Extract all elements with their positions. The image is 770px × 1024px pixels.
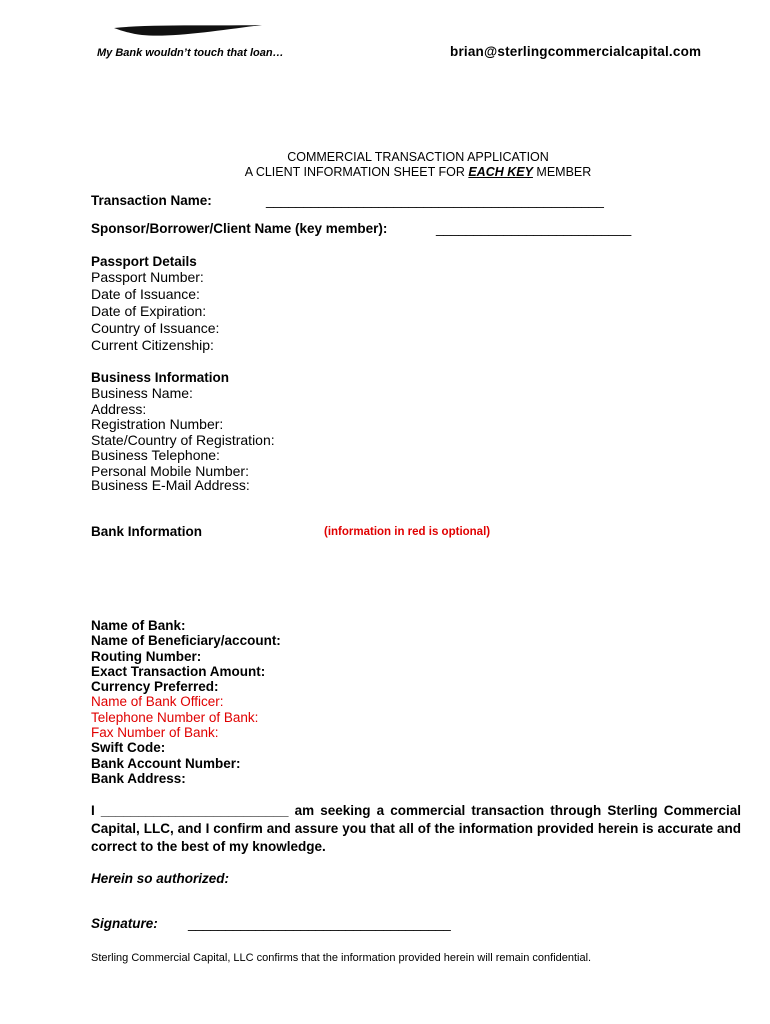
sponsor-name-label: Sponsor/Borrower/Client Name (key member): — [91, 221, 388, 236]
business-list — [91, 386, 275, 494]
bank-officer-label: Name of Bank Officer: — [91, 694, 224, 710]
state-country-registration-label: State/Country of Registration: — [91, 431, 275, 448]
personal-mobile-label: Personal Mobile Number: — [91, 462, 249, 479]
business-address-label: Address: — [91, 400, 147, 417]
date-of-issuance-label: Date of Issuance: — [91, 286, 200, 302]
contact-email[interactable]: brian@sterlingcommercialcapital.com — [450, 44, 702, 59]
currency-label: Currency Preferred: — [91, 679, 219, 695]
bank-name-label: Name of Bank: — [91, 618, 186, 633]
business-name-label: Business Name: — [91, 385, 193, 401]
passport-list — [91, 269, 219, 354]
logo-swoosh-graphic — [112, 22, 264, 42]
declaration-text: I _________________________ am seeking a commercial transaction through Sterling Commercial Capital, LLC, and I confirm and assure you that all of the information provided herein is accurate and correct to the best of my knowledge. — [91, 803, 741, 854]
signature-field[interactable]: ___________________________________ — [188, 916, 451, 931]
passport-heading: Passport Details — [91, 254, 197, 269]
bank-address-label: Bank Address: — [91, 770, 186, 786]
country-of-issuance-label: Country of Issuance: — [91, 320, 220, 336]
bank-heading: Bank Information — [91, 524, 203, 539]
transaction-name-label: Transaction Name: — [91, 193, 212, 208]
optional-note: (information in red is optional) — [324, 526, 491, 538]
authorization-label: Herein so authorized: — [91, 871, 230, 886]
subtitle-prefix: A CLIENT INFORMATION SHEET FOR — [244, 165, 469, 179]
bank-account-number-label: Bank Account Number: — [91, 755, 241, 771]
business-email-label: Business E-Mail Address: — [91, 476, 250, 493]
document-subtitle — [0, 165, 770, 179]
routing-number-label: Routing Number: — [91, 648, 202, 664]
bank-telephone-label: Telephone Number of Bank: — [91, 709, 259, 725]
transaction-name-field[interactable]: _____________________________________________ — [266, 193, 604, 208]
subtitle-suffix: MEMBER — [532, 165, 592, 179]
tagline: My Bank wouldn’t touch that loan… — [97, 47, 284, 59]
subtitle-emphasis: EACH KEY — [468, 165, 533, 179]
transaction-amount-label: Exact Transaction Amount: — [91, 663, 266, 679]
business-telephone-label: Business Telephone: — [91, 447, 220, 464]
date-of-expiration-label: Date of Expiration: — [91, 303, 207, 319]
registration-number-label: Registration Number: — [91, 416, 224, 433]
signature-label: Signature: — [91, 916, 158, 931]
confidentiality-footer: Sterling Commercial Capital, LLC confirms that the information provided herein will remain confidential. — [91, 952, 592, 964]
document-title: COMMERCIAL TRANSACTION APPLICATION — [287, 150, 549, 164]
business-heading: Business Information — [91, 370, 230, 385]
swift-code-label: Swift Code: — [91, 740, 166, 756]
beneficiary-label: Name of Beneficiary/account: — [91, 633, 281, 649]
bank-fax-label: Fax Number of Bank: — [91, 725, 219, 741]
sponsor-name-field[interactable]: __________________________ — [436, 221, 632, 236]
passport-number-label: Passport Number: — [91, 269, 204, 285]
bank-list — [91, 618, 281, 786]
current-citizenship-label: Current Citizenship: — [91, 337, 214, 353]
